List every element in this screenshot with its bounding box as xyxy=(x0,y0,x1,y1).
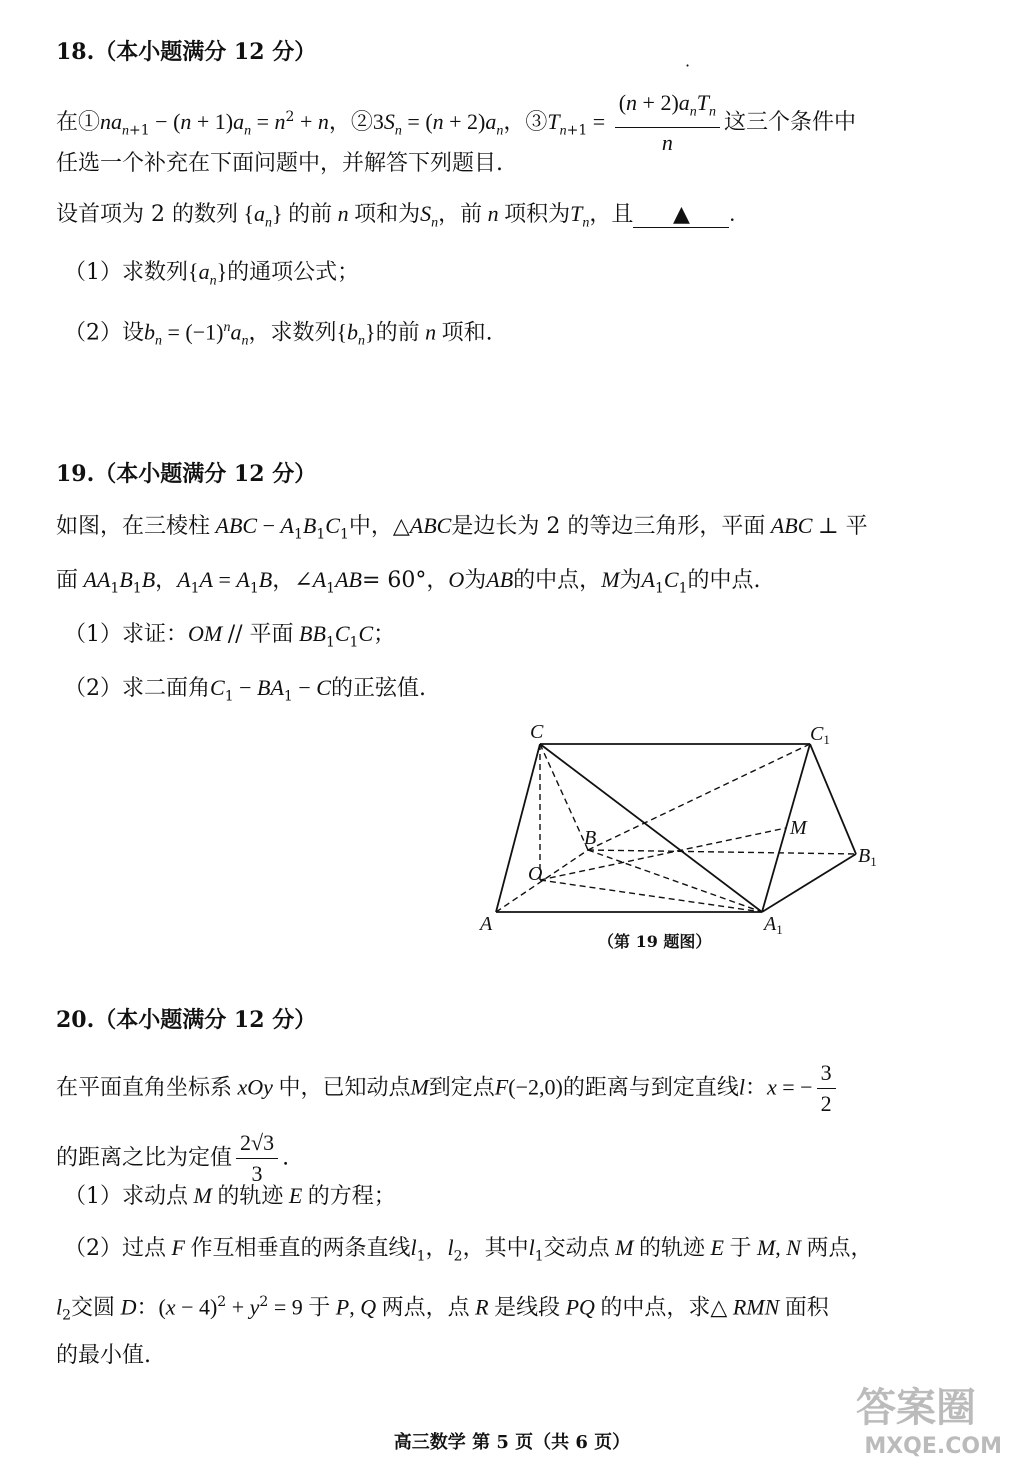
q18-line3: 设首项为 2 的数列 $\{a_n\}$ 的前 n 项和为$S_n$，前 n 项积为$T_n$，且 ▲ . xyxy=(56,201,735,231)
edge-CA1 xyxy=(540,744,762,912)
q19-part1: （1）求证：OM // 平面 $BB_1C_1C$； xyxy=(64,621,396,651)
label-C: C xyxy=(530,721,544,743)
q18-line2: 任选一个补充在下面问题中，并解答下列题目. xyxy=(56,151,503,176)
page-footer: 高三数学 第 5 页（共 6 页） xyxy=(393,1432,631,1453)
watermark-logo: 答案圈 xyxy=(856,1384,976,1431)
watermark-url: MXQE.COM xyxy=(864,1434,1002,1459)
label-O: O xyxy=(528,863,543,885)
q18-header: 18.（本小题满分 12 分） xyxy=(56,39,317,65)
edge-CB xyxy=(540,744,588,850)
q19-line2: 面 $AA_1B_1B$，$A_1A = A_1B$，$\angle A_1AB= 60^\circ$，O为AB的中点，M为$A_1C_1$的中点. xyxy=(56,567,761,597)
edge-BC1 xyxy=(588,744,810,850)
q20-part3: $l_2$交圆 D：$(x - 4)^2 + y^2 = 9$ 于 P, Q 两点，点 R 是线段 PQ 的中点，求△ RMN 面积 xyxy=(56,1294,829,1324)
stray-dot: · xyxy=(685,56,691,75)
prism-figure xyxy=(470,718,877,937)
q20-line1: 在平面直角坐标系 xOy 中，已知动点M到定点F(−2,0)的距离与到定直线l：x = − $\frac{3}{2}$ xyxy=(56,1058,840,1119)
q20-part4: 的最小值. xyxy=(56,1343,151,1368)
label-B1: $B_1$ xyxy=(858,845,877,869)
q20-part1: （1）求动点 M 的轨迹 E 的方程； xyxy=(64,1183,396,1209)
q19-line1: 如图，在三棱柱 ABC − $A_1B_1C_1$中，△ABC是边长为 2 的等边三角形，平面 ABC ⊥ 平 xyxy=(56,513,868,543)
label-A: A xyxy=(480,913,493,935)
label-M: M xyxy=(790,817,807,839)
edge-OA1 xyxy=(540,880,762,912)
q20-header: 20.（本小题满分 12 分） xyxy=(56,1007,317,1033)
q20-part2: （2）过点 F 作互相垂直的两条直线$l_1$，$l_2$，其中$l_1$交动点 M 的轨迹 E 于 M, N 两点， xyxy=(64,1235,873,1265)
edge-C1B1 xyxy=(810,744,856,854)
label-C1: $C_1$ xyxy=(810,723,830,747)
q18-part2: （2）设$b_n = (-1)^na_n$，求数列$\{b_n\}$的前 n 项和. xyxy=(64,319,493,349)
q20-line2: 的距离之比为定值 $\frac{2√3}{3}$ . xyxy=(56,1130,290,1186)
edge-BB1 xyxy=(588,850,856,854)
q19-header: 19.（本小题满分 12 分） xyxy=(56,461,317,487)
q18-part1: （1）求数列$\{a_n\}$的通项公式； xyxy=(64,259,360,289)
edge-OM xyxy=(540,828,786,880)
label-A1: $A_1$ xyxy=(764,913,783,937)
answer-blank: ▲ xyxy=(633,203,729,228)
edge-BA1 xyxy=(588,850,762,912)
q19-part2: （2）求二面角$C_1 - BA_1 - C$的正弦值. xyxy=(64,675,426,705)
q18-conditions: 在$①na_{n+1} - (n + 1)a_n = n^2 + n$，$②3S_n = (n + 2)a_n$，$③T_{n+1}$ = $\frac{(n + 2)a_nT_n}{n}$ 这三个条件中 xyxy=(56,90,857,156)
label-B: B xyxy=(584,827,597,849)
figure-caption: （第 19 题图） xyxy=(598,932,712,951)
